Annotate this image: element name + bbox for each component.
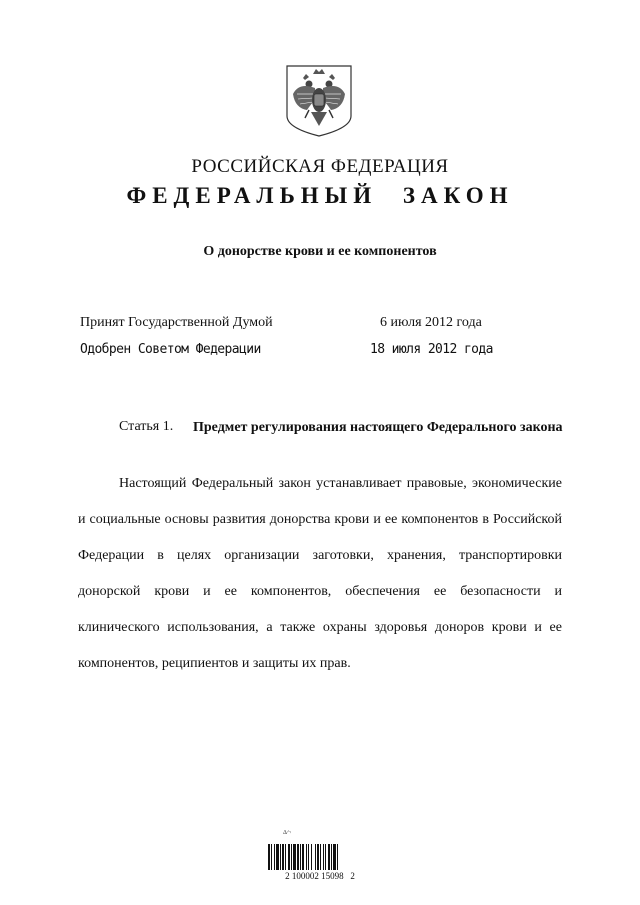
barcode-bar <box>323 844 324 870</box>
barcode-bar <box>337 844 338 870</box>
barcode-bar <box>297 844 299 870</box>
barcode-bar <box>280 844 281 870</box>
barcode-bar <box>268 844 270 870</box>
barcode-bar <box>285 844 286 870</box>
coat-of-arms-emblem <box>285 64 353 138</box>
barcode-number: 2 100002 15098 2 <box>285 871 355 881</box>
barcode-bar <box>320 844 321 870</box>
barcode-bar <box>302 844 304 870</box>
barcode-bar <box>276 844 279 870</box>
article-title: Предмет регулирования настоящего Федерального закона <box>193 420 563 435</box>
barcode-bar <box>331 844 332 870</box>
barcode-bar <box>274 844 275 870</box>
barcode-bar <box>315 844 316 870</box>
barcode-bar <box>325 844 326 870</box>
barcode-bar <box>300 844 301 870</box>
adopted-date: 6 июля 2012 года <box>380 315 482 330</box>
adopted-by-label: Принят Государственной Думой <box>80 315 273 330</box>
document-type: ФЕДЕРАЛЬНЫЙ ЗАКОН <box>126 183 514 208</box>
article-number: Статья 1. <box>119 419 174 434</box>
barcode-bar <box>291 844 292 870</box>
barcode-bar <box>271 844 272 870</box>
stamp-mark: Δ⁄¬ <box>283 830 292 836</box>
barcode-bar <box>328 844 330 870</box>
approved-by-label: Одобрен Советом Федерации <box>80 342 261 357</box>
barcode-bar <box>306 844 307 870</box>
approved-date: 18 июля 2012 года <box>370 342 493 357</box>
barcode-bar <box>311 844 312 870</box>
barcode-bar <box>333 844 336 870</box>
barcode-bar <box>282 844 284 870</box>
barcode-bar <box>308 844 309 870</box>
article-text: Настоящий Федеральный закон устанавливает правовые, экономические и социальные основы развития донорства крови и ее компонентов в Российской Федерации в целях организации заготовки, хранения, транспортировки донорской крови и ее компонентов, обеспечения ее безопасности и клинического использования, а также охраны здоровья доноров крови и ее компонентов, реципиентов и защиты их прав. <box>78 476 562 671</box>
law-title: О донорстве крови и ее компонентов <box>203 244 437 259</box>
barcode-bar <box>317 844 319 870</box>
barcode-bar <box>288 844 290 870</box>
barcode-bar <box>293 844 296 870</box>
country-name: РОССИЙСКАЯ ФЕДЕРАЦИЯ <box>191 156 449 177</box>
